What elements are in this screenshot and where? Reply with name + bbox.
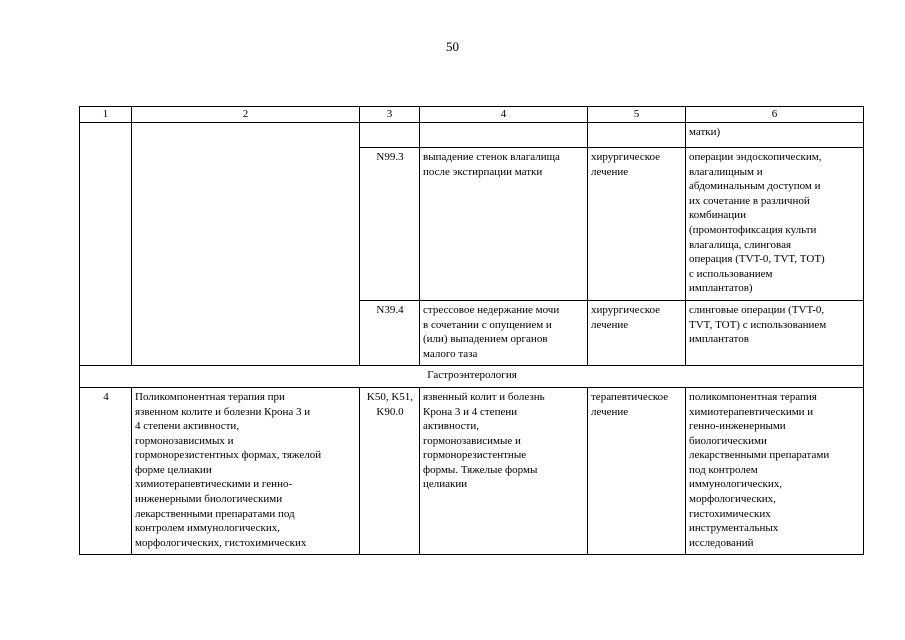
diagnosis-cell: язвенный колит и болезнь Крона 3 и 4 степени активности, гормонозависимые и гормонорезистентные формы. Тяжелые формы целиакии	[420, 387, 588, 555]
table-row	[80, 123, 864, 148]
column-number: 5	[588, 107, 686, 123]
code-cell: N99.3	[360, 148, 420, 301]
code-cell	[360, 123, 420, 148]
table-row	[80, 387, 864, 555]
method-cell: матки)	[686, 123, 864, 148]
column-number: 3	[360, 107, 420, 123]
treatment-type-cell	[588, 123, 686, 148]
column-numbers-row	[80, 107, 864, 123]
treatment-type-cell: хирургическое лечение	[588, 148, 686, 301]
treatment-type-cell: терапевтическое лечение	[588, 387, 686, 555]
method-cell: операции эндоскопическим, влагалищным и абдоминальным доступом и их сочетание в различной комбинации (промонтофиксация культи влагалища, слинговая операция (TVT-0, TVT, ТОТ) с использованием имплантатов)	[686, 148, 864, 301]
method-cell: слинговые операции (TVT-0, TVT, ТОТ) с использованием имплантатов	[686, 300, 864, 365]
name-cell	[132, 123, 360, 366]
number-cell	[80, 123, 132, 366]
diagnosis-cell: стрессовое недержание мочи в сочетании с опущением и (или) выпадением органов малого таза	[420, 300, 588, 365]
diagnosis-cell	[420, 123, 588, 148]
section-row	[80, 366, 864, 388]
column-number: 2	[132, 107, 360, 123]
column-number: 1	[80, 107, 132, 123]
treatment-type-cell: хирургическое лечение	[588, 300, 686, 365]
code-cell: K50, K51, K90.0	[360, 387, 420, 555]
column-number: 6	[686, 107, 864, 123]
section-title: Гастроэнтерология	[80, 366, 864, 388]
number-cell: 4	[80, 387, 132, 555]
page-number: 50	[446, 39, 459, 54]
diagnosis-cell: выпадение стенок влагалища после экстирпации матки	[420, 148, 588, 301]
name-cell: Поликомпонентная терапия при язвенном колите и болезни Крона 3 и 4 степени активности, гормонозависимых и гормонорезистентных формах, тяжелой форме целиакии химиотерапевтическими и генно- инженерными биологическими лекарственными препаратами под контролем иммунологических, морфологических, гистохимических	[132, 387, 360, 555]
method-cell: поликомпонентная терапия химиотерапевтическими и генно-инженерными биологическими лекарственными препаратами под контролем иммунологических, морфологических, гистохимических инструментальных исследований	[686, 387, 864, 555]
medical-care-table	[79, 106, 864, 555]
column-number: 4	[420, 107, 588, 123]
code-cell: N39.4	[360, 300, 420, 365]
